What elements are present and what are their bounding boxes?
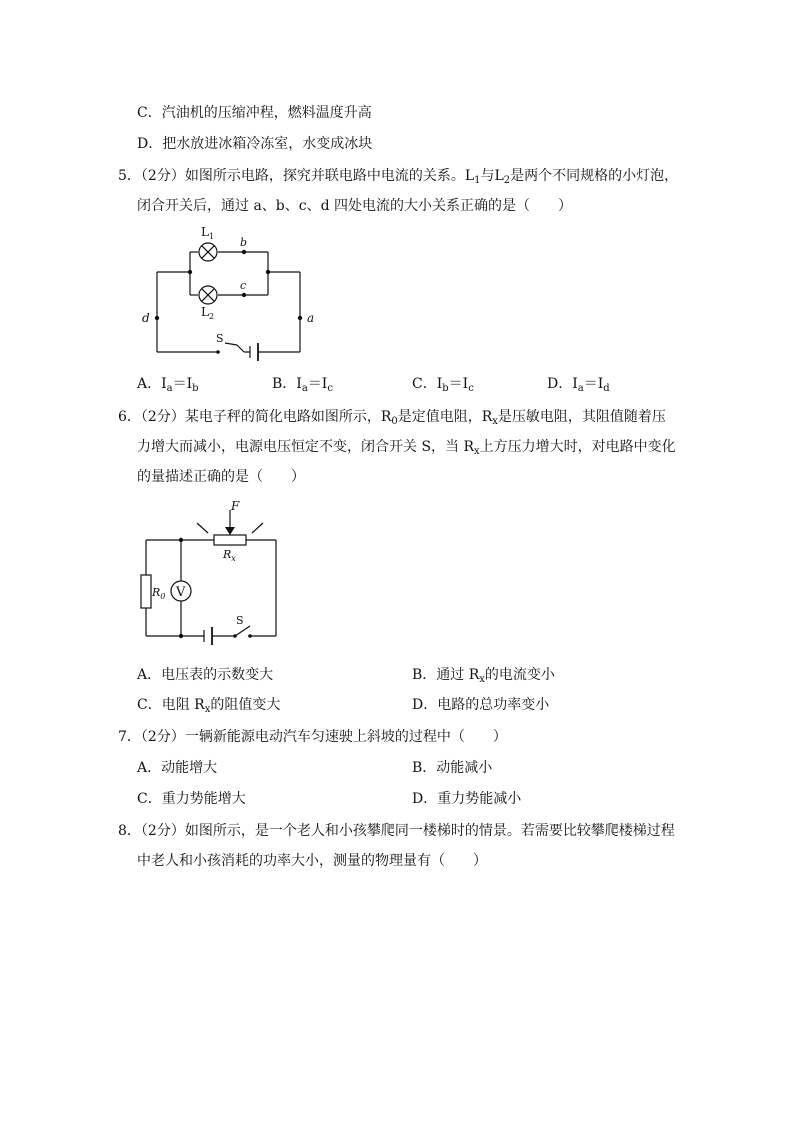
label-c: c <box>240 279 247 292</box>
label-R0: $R_0$ <box>152 586 166 601</box>
q5-stem-line1: 5．（2分）如图所示电路，探究并联电路中电流的关系。$L_1$与$L_2$是两个不同规格的小灯泡， <box>118 168 679 186</box>
label-S: S <box>216 332 224 345</box>
q6-stem-line3: 的量描述正确的是（ ） <box>137 469 305 485</box>
q7-option-b: B．动能减小 <box>412 760 493 776</box>
q6-circuit-diagram <box>140 498 285 643</box>
q8-stem-line2: 中老人和小孩消耗的功率大小，测量的物理量有（ ） <box>137 853 487 869</box>
q6-stem-line1: 6．（2分）某电子秤的简化电路如图所示，$R_0$是定值电阻，$R_x$是压敏电阻，其阻值随着压 <box>118 409 666 427</box>
q7-stem: 7．（2分）一辆新能源电动汽车匀速驶上斜坡的过程中（ ） <box>118 729 507 745</box>
q8-stem-line1: 8．（2分）如图所示，是一个老人和小孩攀爬同一楼梯时的情景。若需要比较攀爬楼梯过程 <box>118 823 675 839</box>
q6-stem-line2: 力增大而减小，电源电压恒定不变，闭合开关 S，当 $R_x$上方压力增大时，对电路中变化 <box>137 439 676 457</box>
q6-option-c: C．电阻 $R_x$的阻值变大 <box>137 697 281 715</box>
label-b: b <box>240 236 248 249</box>
q5-option-c: C．$I_b=I_c$ <box>412 376 474 394</box>
q4-option-d: D．把水放进冰箱冷冻室，水变成冰块 <box>137 136 373 152</box>
label-L2: $L_2$ <box>201 305 215 321</box>
q7-option-d: D．重力势能减小 <box>412 791 522 807</box>
q6-option-b: B．通过 $R_x$的电流变小 <box>412 667 555 685</box>
q5-circuit-diagram <box>130 222 330 367</box>
q4-option-c: C．汽油机的压缩冲程，燃料温度升高 <box>137 105 372 121</box>
q5-stem-line2: 闭合开关后，通过 a、b、c、d 四处电流的大小关系正确的是（ ） <box>137 198 573 214</box>
label-a: a <box>307 311 315 325</box>
q5-option-b: B．$I_a=I_c$ <box>272 376 333 394</box>
voltmeter-V: V <box>176 585 186 600</box>
label-F: F <box>231 499 240 513</box>
label-L1: $L_1$ <box>201 225 215 241</box>
label-Rx: $R_x$ <box>223 548 236 563</box>
q5-option-d: D．$I_a=I_d$ <box>547 376 610 394</box>
q7-option-a: A．动能增大 <box>137 760 218 776</box>
q6-option-a: A．电压表的示数变大 <box>137 667 274 683</box>
label-d: d <box>142 311 150 325</box>
label-S: S <box>236 614 244 627</box>
q7-option-c: C．重力势能增大 <box>137 791 246 807</box>
q6-option-d: D．电路的总功率变小 <box>412 697 550 713</box>
q5-option-a: A．$I_a=I_b$ <box>137 376 199 394</box>
